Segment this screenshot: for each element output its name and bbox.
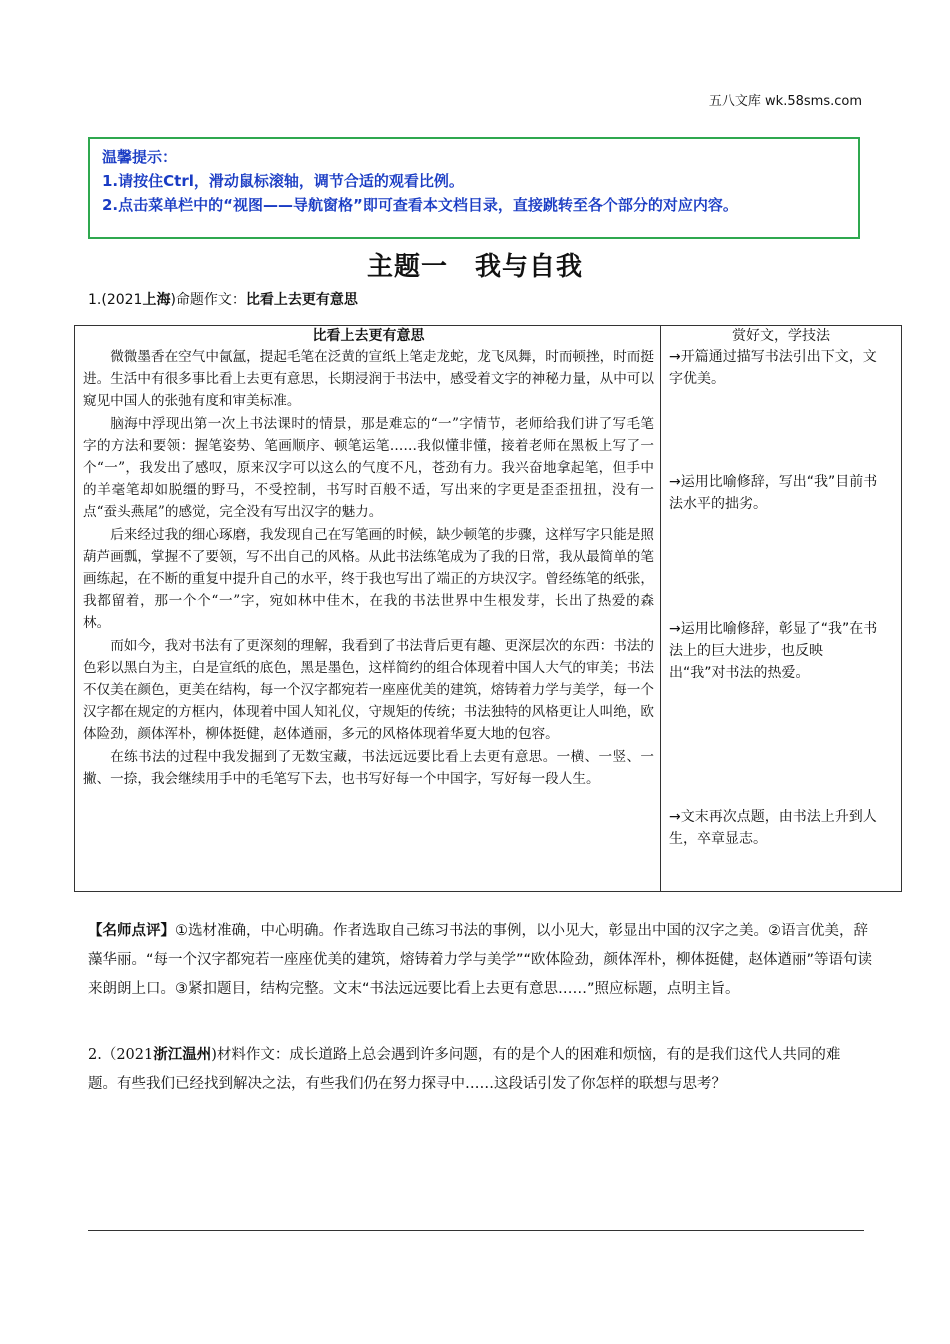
tips-line-2: 2.点击菜单栏中的“视图——导航窗格”即可查看本文档目录，直接跳转至各个部分的对应内容。 [102, 196, 738, 214]
essay-cell [75, 326, 661, 892]
essay-paragraph-4: 而如今，我对书法有了更深刻的理解，我看到了书法背后更有趣、更深层次的东西：书法的色彩以黑白为主，白是宣纸的底色，黑是墨色，这样简约的组合体现着中国人大气的审美；书法不仅美在颜色，更美在结构，每一个汉字都宛若一座座优美的建筑，熔铸着力学与美学，每一个汉字都在规定的方框内，体现着中国人知礼仪，守规矩的传统；书法独特的风格更让人叫绝，欧体险劲，颜体浑朴，柳体挺健，赵体遒丽，多元的风格体现着华夏大地的包容。 [83, 637, 654, 743]
footer-divider [88, 1230, 864, 1231]
teacher-comment-text: ①选材准确，中心明确。作者选取自己练习书法的事例，以小见大，彰显出中国的汉字之美。②语言优美，辞藻华丽。“每一个汉字都宛若一座座优美的建筑，熔铸着力学与美学”“欧体险劲，颜体浑朴，柳体挺健，赵体遒丽”等语句读来朗朗上口。③紧扣题目，结构完整。文末“书法远远要比看上去更有意思……”照应标题，点明主旨。 [88, 923, 873, 997]
page-title: 主题一 我与自我 [366, 252, 583, 282]
site-watermark: 五八文库 wk.58sms.com [708, 94, 862, 109]
side-notes-cell [661, 326, 902, 892]
tips-line-1: 1.请按住Ctrl，滑动鼠标滚轴，调节合适的观看比例。 [102, 172, 464, 190]
side-note-3: →运用比喻修辞，彰显了“我”在书法上的巨大进步，也反映出“我”对书法的热爱。 [669, 621, 878, 681]
question-2-prefix: 2.（2021 [88, 1047, 154, 1063]
essay-paragraph-1: 微微墨香在空气中氤氲，提起毛笔在泛黄的宣纸上笔走龙蛇，龙飞凤舞，时而顿挫，时而挺进。生活中有很多事比看上去更有意思，长期浸润于书法中，感受着文字的神秘力量，从中可以窥见中国人的张弛有度和审美标准。 [83, 349, 654, 410]
question-1-region: 上海 [142, 292, 171, 308]
teacher-comment [88, 917, 878, 1004]
question-1-prefix: 1.(2021 [88, 292, 143, 308]
question-1-prompt: 比看上去更有意思 [245, 292, 358, 308]
essay-paragraph-3: 后来经过我的细心琢磨，我发现自己在写笔画的时候，缺少顿笔的步骤，这样写字只能是照葫芦画瓢，掌握不了要领，写不出自己的风格。从此书法练笔成为了我的日常，我从最简单的笔画练起，在不断的重复中提升自己的水平，终于我也写出了端正的方块汉字。曾经练笔的纸张，我都留着，那一个个“一”字，宛如林中佳木，在我的书法世界中生根发芽，长出了热爱的森林。 [83, 526, 654, 632]
question-2 [88, 1040, 868, 1099]
essay-title: 比看上去更有意思 [312, 328, 425, 344]
question-1-middle: )命题作文： [170, 292, 246, 308]
question-2-text: )材料作文：成长道路上总会遇到许多问题，有的是个人的困难和烦恼，有的是我们这代人共同的难题。有些我们已经找到解决之法，有些我们仍在努力探寻中……这段话引发了你怎样的联想与思考？ [88, 1047, 841, 1092]
tips-label: 温馨提示： [102, 148, 178, 166]
side-title: 赏好文，学技法 [732, 328, 830, 344]
tips-box [88, 137, 860, 239]
essay-paragraph-5: 在练书法的过程中我发掘到了无数宝藏，书法远远要比看上去更有意思。一横、一竖、一撇、一捺，我会继续用手中的毛笔写下去，也书写好每一个中国字，写好每一段人生。 [83, 748, 654, 787]
side-note-2: →运用比喻修辞，写出“我”目前书法水平的拙劣。 [669, 474, 878, 512]
side-note-4: →文末再次点题，由书法上升到人生，卒章显志。 [669, 809, 877, 847]
essay-paragraph-2: 脑海中浮现出第一次上书法课时的情景，那是难忘的“一”字情节，老师给我们讲了写毛笔字的方法和要领：握笔姿势、笔画顺序、顿笔运笔……我似懂非懂，接着老师在黑板上写了一个“一”，我发出了感叹，原来汉字可以这么的气度不凡，苍劲有力。我兴奋地拿起笔，但手中的羊毫笔却如脱缰的野马，不受控制，书写时百般不适，写出来的字更是歪歪扭扭，没有一点“蚕头燕尾”的感觉，完全没有写出汉字的魅力。 [83, 415, 654, 521]
side-note-1: →开篇通过描写书法引出下文，文字优美。 [669, 349, 877, 387]
teacher-comment-label: 【名师点评】 [88, 923, 175, 939]
question-1 [88, 289, 358, 309]
question-2-region: 浙江温州 [153, 1046, 212, 1063]
essay-table [74, 325, 902, 892]
